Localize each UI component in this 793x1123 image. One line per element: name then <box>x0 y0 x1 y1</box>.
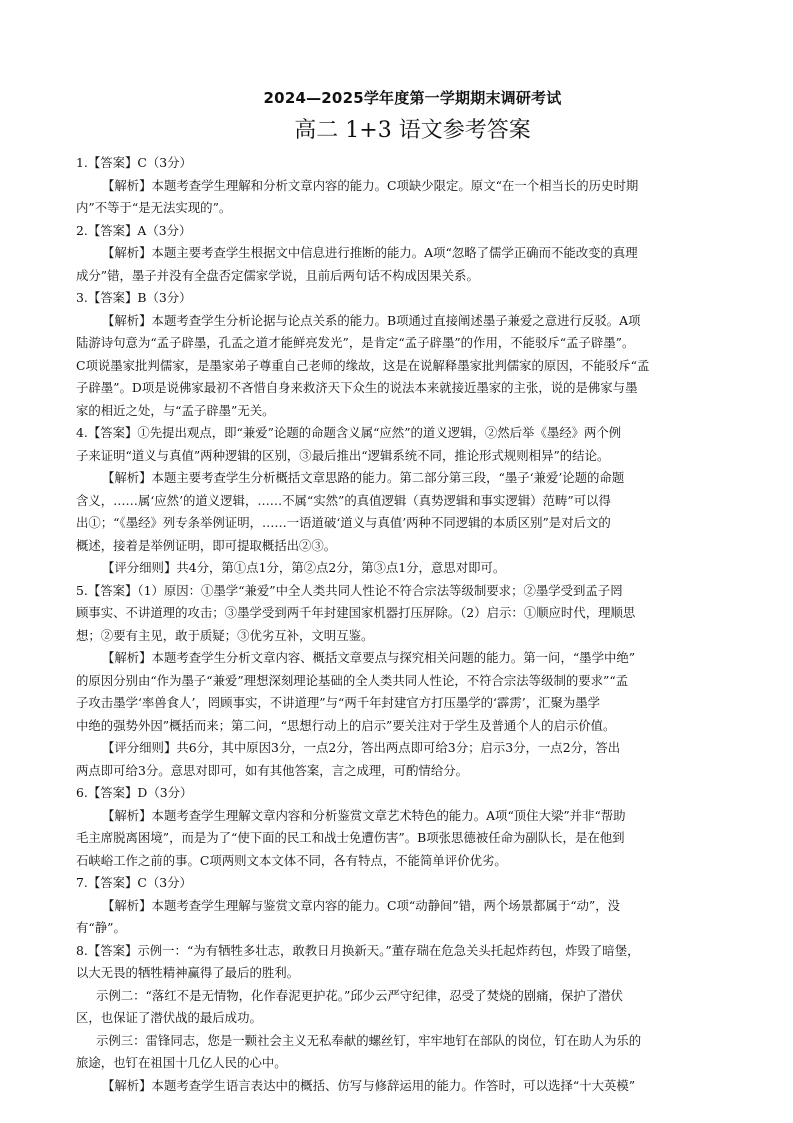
answer-body <box>76 152 749 1097</box>
text-line: 两点即可给3分。意思对即可，如有其他答案，言之成理，可酌情给分。 <box>76 762 468 778</box>
text-line: 中绝的强势外因”概括而来；第二问，“思想行动上的启示”要关注对于学生及普通个人的启示价值。 <box>76 717 616 733</box>
text-line: 1.【答案】C（3分） <box>76 155 192 170</box>
text-line: 【解析】本题考查学生分析论据与论点关系的能力。B项通过直接阐述墨子兼爱之意进行反驳。A项 <box>102 312 641 328</box>
text-line: 家的相近之处，与“孟子辟墨”无关。 <box>76 402 275 418</box>
text-line: 陆游诗句意为“孟子辟墨，孔孟之道才能鲜亮发光”，是肯定“孟子辟墨”的作用，不能驳斥“孟子辟墨”。 <box>76 335 635 350</box>
text-line: 6.【答案】D（3分） <box>76 785 193 800</box>
text-line: 【解析】本题主要考查学生分析概括文章思路的能力。第二部分第三段，“墨子‘兼爱’论题的命题 <box>102 470 625 485</box>
text-line: 【解析】本题考查学生语言表达中的概括、仿写与修辞运用的能力。作答时，可以选择“十大英模” <box>102 1077 636 1093</box>
text-line: 子攻击墨学‘率兽食人’，罔顾事实，不讲道理”与“两千年封建官方打压墨学的‘霹雳’，汇聚为墨学 <box>76 695 601 710</box>
text-line: 含义，……属‘应然’的道义逻辑，……不属“实然”的真值逻辑（真势逻辑和事实逻辑）范畴”可以得 <box>76 492 611 508</box>
text-line: C项说墨家批判儒家，是墨家弟子尊重自己老师的缘故，这是在说解释墨家批判儒家的原因，不能驳斥“孟 <box>76 357 650 373</box>
text-line: 示例二：“落红不是无情物，化作春泥更护花。”邱少云严守纪律，忍受了焚烧的剧痛，保护了潜伏 <box>96 987 623 1003</box>
text-line: 4.【答案】①先提出观点，即“兼爱”论题的命题含义属“应然”的道义逻辑，②然后举《墨经》两个例 <box>76 425 622 440</box>
text-line: 【解析】本题考查学生理解和分析文章内容的能力。C项缺少限定。原文“在一个相当长的历史时期 <box>102 177 639 193</box>
text-line: 出①；“《墨经》列专条举例证明，……一语道破‘道义与真值’两种不同逻辑的本质区别”是对后文的 <box>76 515 611 530</box>
text-line: 3.【答案】B（3分） <box>76 290 192 305</box>
text-line: 顾事实、不讲道理的攻击；③墨学受到两千年封建国家机器打压屏除。（2）启示：①顺应时代，理顺思 <box>76 605 636 620</box>
page-title: 高二 1+3 语文参考答案 <box>294 118 531 143</box>
text-line: 内”不等于“是无法实现的”。 <box>76 200 232 215</box>
text-line: 【解析】本题考查学生理解与鉴赏文章内容的能力。C项“动静间”错，两个场景都属于“动”，没 <box>102 897 621 913</box>
text-line: 【解析】本题考查学生理解文章内容和分析鉴赏文章艺术特色的能力。A项“顶住大梁”并非“帮助 <box>102 807 626 823</box>
text-line: 有“静”。 <box>76 920 126 935</box>
text-line: 旅途，也钉在祖国十几亿人民的心中。 <box>76 1055 287 1070</box>
text-line: 区，也保证了潜伏战的最后成功。 <box>76 1010 262 1025</box>
text-line: 以大无畏的牺牲精神赢得了最后的胜利。 <box>76 965 300 980</box>
text-line: 【解析】本题主要考查学生根据文中信息进行推断的能力。A项“忽略了儒学正确而不能改变的真理 <box>102 245 638 260</box>
text-line: 8.【答案】示例一：“为有牺牲多壮志，敢教日月换新天。”董存瑞在危急关头托起炸药包，炸毁了暗堡， <box>76 942 640 958</box>
text-line: 毛主席脱离困境”，而是为了“使下面的民工和战士免遭伤害”。B项张思德被任命为副队长，是在他到 <box>76 830 625 845</box>
text-line: 成分”错，墨子并没有全盘否定儒家学说，且前后两句话不构成因果关系。 <box>76 267 479 283</box>
text-line: 示例三：雷锋同志，您是一颗社会主义无私奉献的螺丝钉，牢牢地钉在部队的岗位，钉在助人为乐的 <box>96 1032 642 1048</box>
text-line: 7.【答案】C（3分） <box>76 875 192 890</box>
text-line: 子来证明“道义与真值”两种逻辑的区别，③最后推出“逻辑系统不同，推论形式规则相异”的结论。 <box>76 447 610 463</box>
text-line: 【评分细则】共6分，其中原因3分，一点2分，答出两点即可给3分；启示3分，一点2分，答出 <box>102 740 621 755</box>
text-line: 石峡峪工作之前的事。C项两则文本文体不同，各有特点，不能简单评价优劣。 <box>76 852 507 868</box>
text-line: 5.【答案】（1）原因：①墨学“兼爱”中全人类共同人性论不符合宗法等级制要求；②墨学受到孟子罔 <box>76 582 623 598</box>
text-line: 想；②要有主见，敢于质疑；③优劣互补，文明互鉴。 <box>76 627 374 643</box>
text-line: 概述，接着是举例证明，即可提取概括出②③。 <box>76 537 337 553</box>
text-line: 【评分细则】共4分，第①点1分，第②点2分，第③点1分，意思对即可。 <box>102 560 506 575</box>
text-line: 【解析】本题考查学生分析文章内容、概括文章要点与探究相关问题的能力。第一问，“墨学中绝” <box>102 650 636 665</box>
text-line: 2.【答案】A（3分） <box>76 222 192 238</box>
text-line: 的原因分别由“作为墨子“兼爱”理想深刻理论基础的全人类共同人性论，不符合宗法等级制的要求”“孟 <box>76 672 629 688</box>
text-line: 子辟墨”。D项是说佛家最初不吝惜自身来救济天下众生的说法本来就接近墨家的主张，说的是佛家与墨 <box>76 380 638 395</box>
exam-title: 2024—2025学年度第一学期期末调研考试 <box>263 89 562 107</box>
